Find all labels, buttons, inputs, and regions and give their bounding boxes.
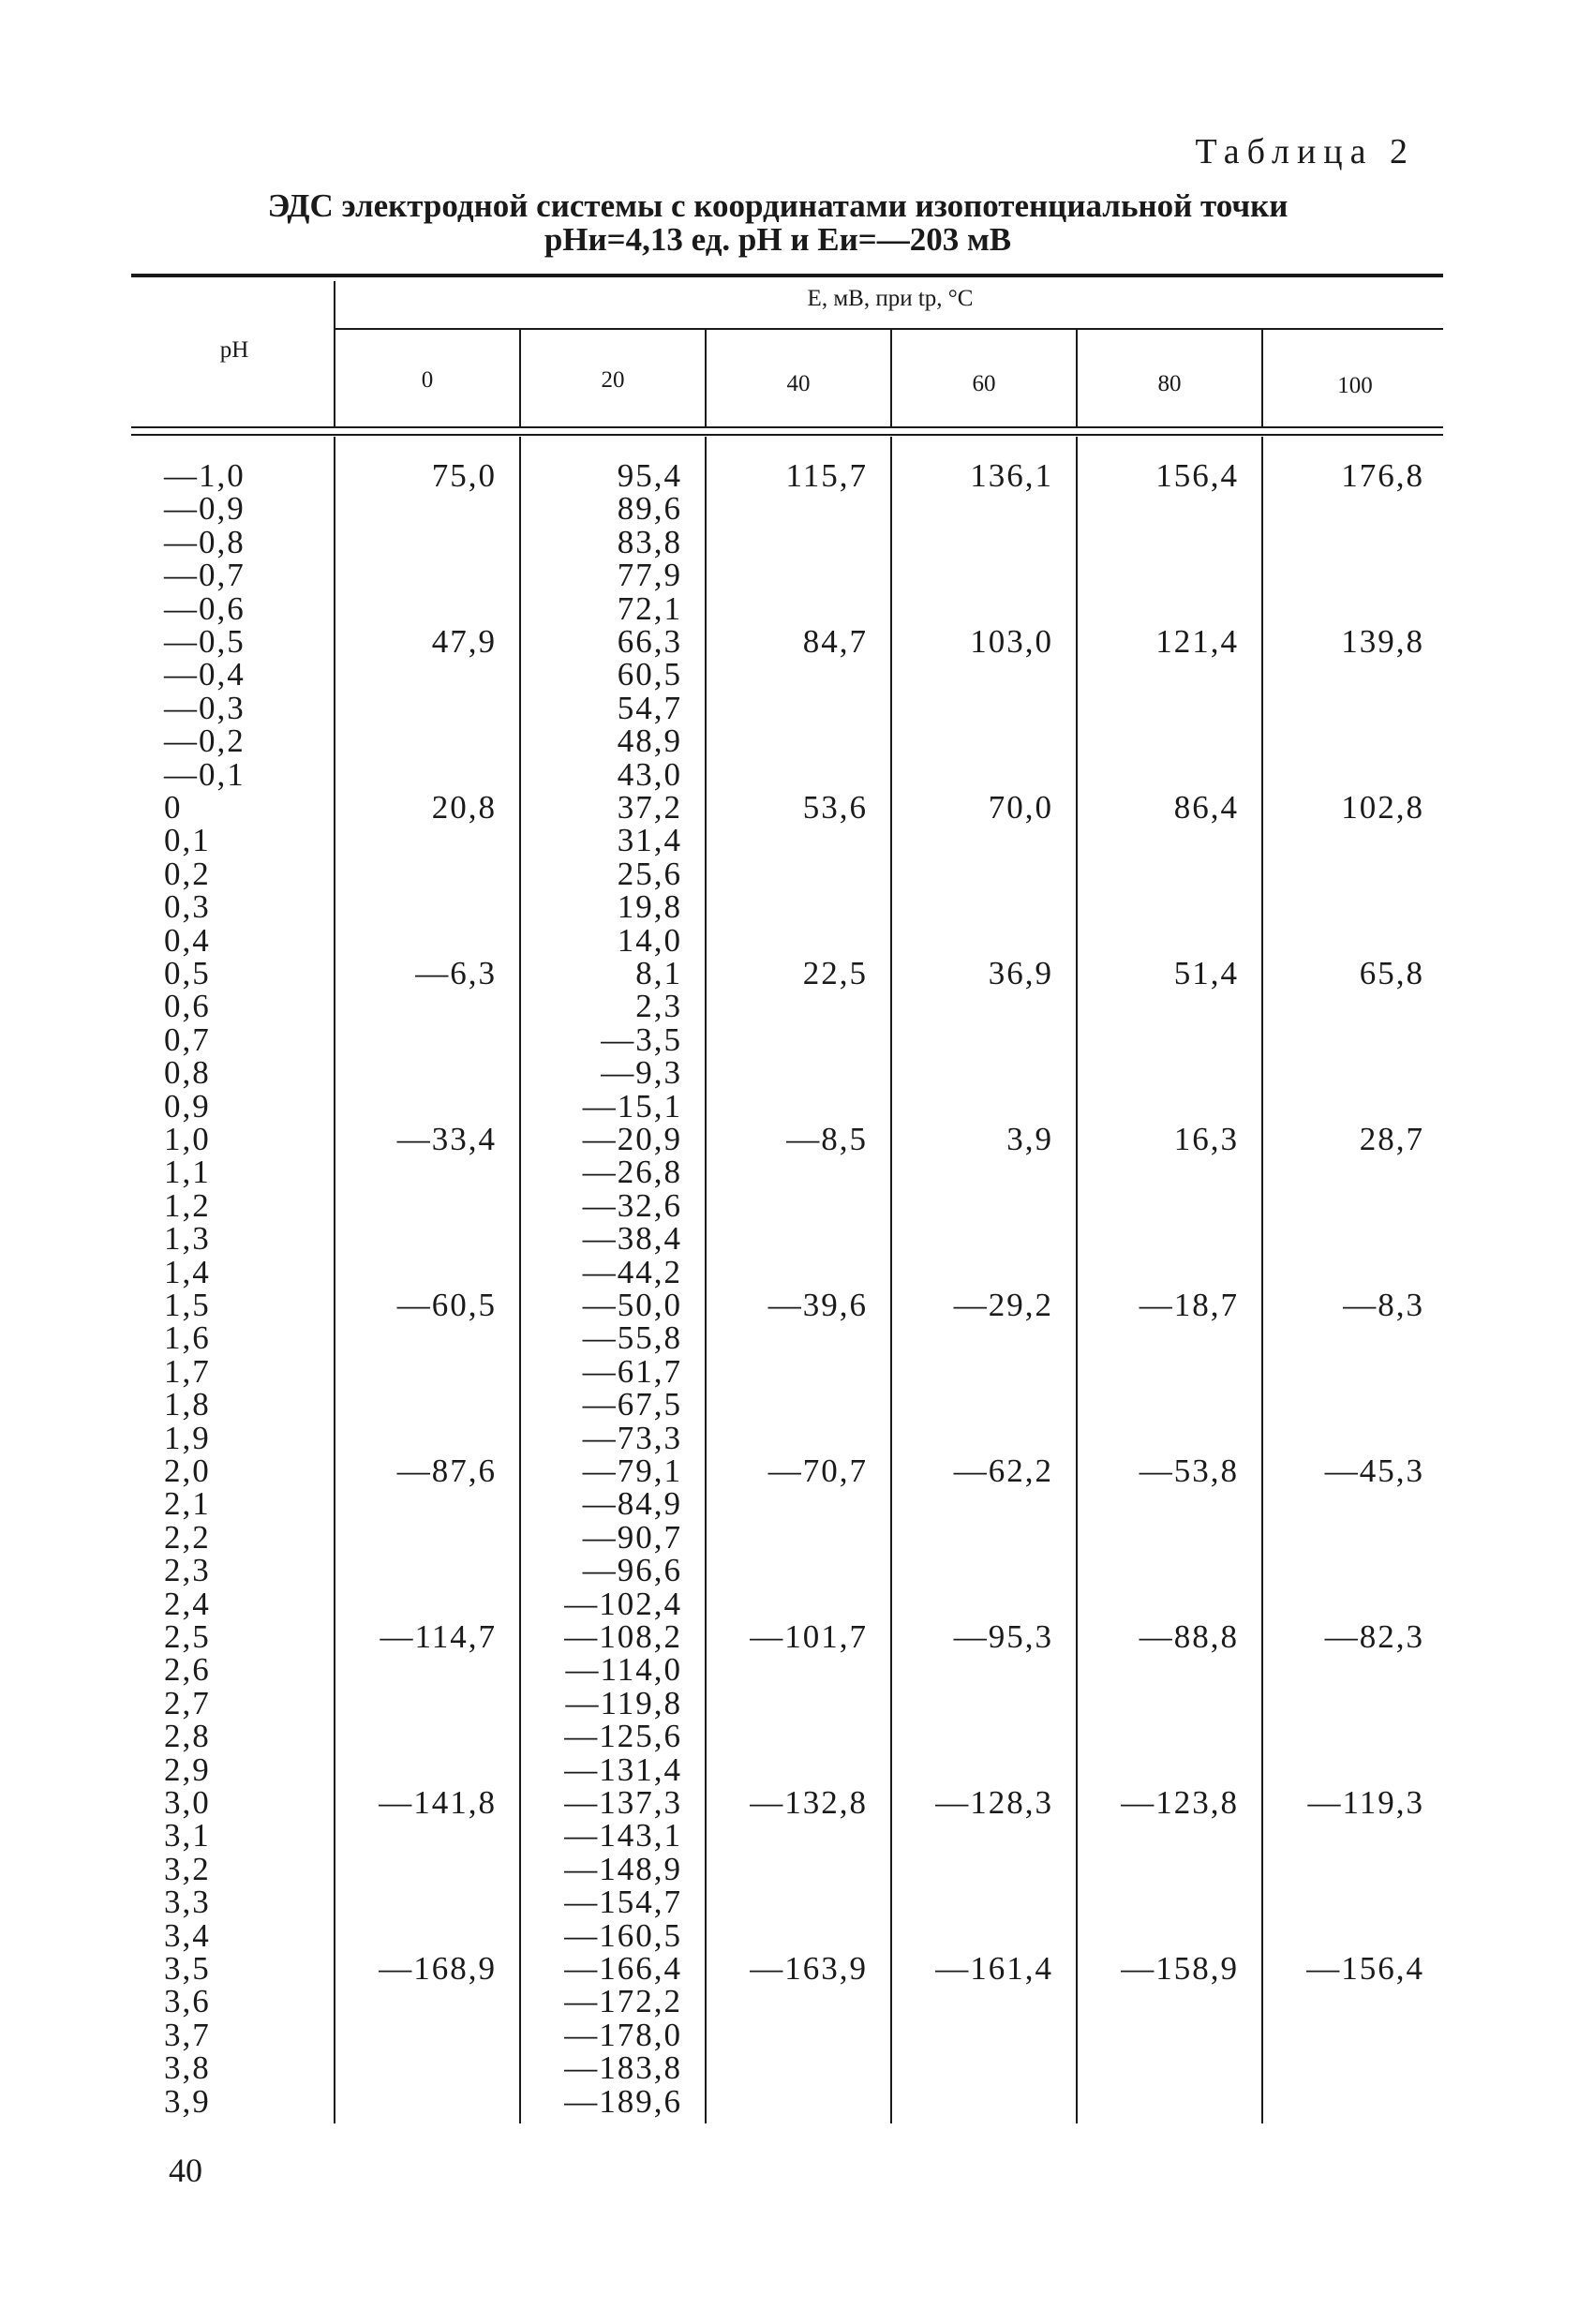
ph-cell: 1,5 [164,1287,211,1323]
emf-cell-60: 3,9 [1006,1121,1053,1157]
emf-cell-80: —158,9 [1121,1950,1239,1987]
ph-cell: —1,0 [164,457,246,494]
ph-cell: —0,4 [164,656,246,693]
emf-cell-0: —141,8 [379,1784,497,1821]
emf-cell-60: 36,9 [988,955,1053,991]
ph-cell: 0,2 [164,855,211,892]
ph-cell: 3,0 [164,1784,211,1821]
ph-cell: —0,5 [164,623,246,660]
temperature-header-100: 100 [1337,373,1373,398]
emf-cell-20: 89,6 [617,490,682,528]
emf-cell-40: —163,9 [750,1950,868,1987]
emf-cell-0: —114,7 [380,1618,497,1655]
emf-cell-0: 20,8 [431,789,497,826]
body-divider-ph [334,437,335,2123]
table-title-line-2: pHи=4,13 ед. pH и Eи=—203 мВ [544,221,1012,258]
emf-cell-20: —9,3 [601,1054,682,1092]
emf-cell-0: —60,5 [396,1287,497,1323]
emf-cell-40: —70,7 [767,1452,868,1489]
emf-cell-20: 95,4 [617,457,682,494]
ph-cell: 2,7 [164,1684,211,1721]
emf-cell-40: —101,7 [750,1618,868,1655]
ph-cell: 1,1 [164,1154,211,1191]
emf-cell-20: —189,6 [564,2082,682,2120]
ph-cell: 0,5 [164,955,211,991]
emf-cell-40: 53,6 [802,789,868,826]
ph-cell: 2,0 [164,1452,211,1489]
ph-cell: 2,4 [164,1585,211,1622]
emf-cell-20: —44,2 [582,1253,682,1290]
emf-cell-80: 121,4 [1155,623,1239,660]
header-bottom-rule-1 [131,426,1443,428]
emf-cell-20: —114,0 [565,1651,682,1689]
ph-cell: 3,3 [164,1884,211,1921]
emf-cell-20: 77,9 [617,557,682,594]
emf-cell-40: —132,8 [750,1784,868,1821]
ph-cell: —0,8 [164,523,246,560]
emf-cell-20: 66,3 [617,623,682,660]
emf-cell-0: —6,3 [415,955,497,991]
ph-cell: 1,2 [164,1186,211,1224]
emf-cell-60: —161,4 [935,1950,1053,1987]
emf-cell-20: —3,5 [601,1020,682,1058]
emf-cell-20: —96,6 [582,1552,682,1589]
emf-cell-40: 115,7 [785,457,868,494]
emf-cell-20: 48,9 [617,723,682,760]
emf-cell-100: 176,8 [1341,457,1424,494]
emf-cell-20: —148,9 [564,1850,682,1887]
emf-cell-0: 47,9 [431,623,497,660]
ph-cell: —0,6 [164,589,246,627]
emf-cell-20: —55,8 [582,1319,682,1357]
emf-cell-20: —143,1 [564,1817,682,1855]
emf-cell-0: —33,4 [396,1121,497,1157]
ph-cell: 0,9 [164,1087,211,1125]
emf-cell-20: 25,6 [617,855,682,892]
emf-cell-20: —183,8 [564,2049,682,2087]
emf-cell-20: 31,4 [617,822,682,859]
ph-cell: 1,6 [164,1319,211,1357]
emf-cell-60: —62,2 [953,1452,1053,1489]
ph-cell: 3,1 [164,1817,211,1855]
emf-cell-20: —20,9 [582,1121,682,1157]
group-header-rule [335,328,1443,330]
emf-cell-20: —119,8 [565,1684,682,1721]
body-divider-5 [1261,437,1263,2123]
ph-cell: —0,2 [164,723,246,760]
emf-cell-60: —128,3 [935,1784,1053,1821]
emf-cell-20: 72,1 [617,589,682,627]
emf-cell-100: —45,3 [1324,1452,1424,1489]
page-number: 40 [169,2152,202,2189]
table-title-line-1: ЭДС электродной системы с координатами изопотенциальной точки [267,187,1289,224]
header-divider-ph [334,281,335,426]
emf-cell-80: —18,7 [1139,1287,1239,1323]
emf-cell-80: —123,8 [1121,1784,1239,1821]
emf-cell-100: 102,8 [1341,789,1424,826]
ph-cell: 1,0 [164,1121,211,1157]
emf-cell-60: 136,1 [970,457,1053,494]
emf-cell-20: 2,3 [635,988,682,1025]
ph-cell: 1,3 [164,1220,211,1258]
temperature-header-80: 80 [1157,371,1182,396]
emf-cell-0: —168,9 [379,1950,497,1987]
emf-cell-80: 16,3 [1173,1121,1239,1157]
table-top-rule [131,274,1443,277]
emf-cell-20: 54,7 [617,689,682,726]
emf-cell-100: —156,4 [1306,1950,1424,1987]
ph-cell: 3,4 [164,1916,211,1954]
ph-cell: 3,6 [164,1983,211,2020]
emf-cell-20: —79,1 [582,1452,682,1489]
emf-cell-20: —166,4 [564,1950,682,1987]
ph-cell: 0,1 [164,822,211,859]
ph-cell: 0,4 [164,921,211,959]
emf-cell-100: 65,8 [1359,955,1424,991]
ph-cell: 3,9 [164,2082,211,2120]
ph-cell: 0 [164,789,183,826]
emf-cell-40: —39,6 [767,1287,868,1323]
ph-cell: 0,7 [164,1020,211,1058]
header-bottom-rule-2 [131,434,1443,436]
body-divider-4 [1076,437,1078,2123]
emf-cell-60: 70,0 [988,789,1053,826]
emf-cell-20: —125,6 [564,1718,682,1755]
emf-cell-20: —102,4 [564,1585,682,1622]
emf-cell-60: —29,2 [953,1287,1053,1323]
emf-cell-20: —84,9 [582,1485,682,1523]
emf-cell-20: 43,0 [617,755,682,793]
ph-cell: 1,9 [164,1419,211,1456]
emf-cell-100: —82,3 [1324,1618,1424,1655]
ph-cell: 0,3 [164,888,211,926]
emf-cell-20: —178,0 [564,2016,682,2053]
emf-cell-20: 8,1 [635,955,682,991]
temperature-header-20: 20 [601,367,625,393]
ph-cell: 2,2 [164,1518,211,1556]
ph-cell: 2,1 [164,1485,211,1523]
ph-cell: 2,5 [164,1618,211,1655]
ph-cell: 0,6 [164,988,211,1025]
emf-cell-20: 14,0 [617,921,682,959]
emf-cell-0: —87,6 [396,1452,497,1489]
emf-cell-0: 75,0 [431,457,497,494]
emf-cell-20: —172,2 [564,1983,682,2020]
emf-cell-40: 22,5 [802,955,868,991]
temperature-header-0: 0 [421,367,434,393]
body-divider-2 [705,437,707,2123]
emf-cell-20: —32,6 [582,1186,682,1224]
ph-cell: 3,7 [164,2016,211,2053]
ph-cell: 1,4 [164,1253,211,1290]
ph-cell: —0,9 [164,490,246,528]
emf-cell-20: 37,2 [617,789,682,826]
emf-cell-20: —137,3 [564,1784,682,1821]
emf-cell-20: —73,3 [582,1419,682,1456]
emf-cell-100: —8,3 [1343,1287,1424,1323]
emf-cell-20: —90,7 [582,1518,682,1556]
ph-cell: 1,8 [164,1386,211,1423]
ph-cell: 2,8 [164,1718,211,1755]
temperature-header-60: 60 [972,371,996,396]
emf-cell-20: 60,5 [617,656,682,693]
ph-cell: 2,3 [164,1552,211,1589]
emf-cell-20: 19,8 [617,888,682,926]
ph-cell: —0,7 [164,557,246,594]
emf-cell-100: 139,8 [1341,623,1424,660]
emf-cell-20: —61,7 [582,1352,682,1390]
emf-group-header: E, мВ, при tр, °C [807,286,974,311]
emf-cell-20: —50,0 [582,1287,682,1323]
emf-cell-80: 156,4 [1155,457,1239,494]
emf-cell-20: —26,8 [582,1154,682,1191]
emf-cell-20: 83,8 [617,523,682,560]
emf-cell-40: —8,5 [786,1121,868,1157]
emf-cell-20: —67,5 [582,1386,682,1423]
emf-cell-20: —131,4 [564,1750,682,1788]
ph-column-header: pH [219,337,249,363]
ph-cell: 3,5 [164,1950,211,1987]
ph-cell: 1,7 [164,1352,211,1390]
emf-cell-60: —95,3 [953,1618,1053,1655]
emf-cell-20: —15,1 [582,1087,682,1125]
ph-cell: —0,3 [164,689,246,726]
emf-cell-60: 103,0 [970,623,1053,660]
emf-cell-20: —154,7 [564,1884,682,1921]
ph-cell: 0,8 [164,1054,211,1092]
ph-cell: —0,1 [164,755,246,793]
emf-cell-80: —88,8 [1139,1618,1239,1655]
emf-cell-20: —108,2 [564,1618,682,1655]
ph-cell: 2,9 [164,1750,211,1788]
emf-cell-80: —53,8 [1139,1452,1239,1489]
temperature-header-40: 40 [786,371,811,396]
emf-cell-20: —160,5 [564,1916,682,1954]
ph-cell: 3,8 [164,2049,211,2087]
emf-cell-40: 84,7 [802,623,868,660]
emf-cell-100: —119,3 [1307,1784,1424,1821]
body-divider-3 [890,437,892,2123]
emf-cell-80: 51,4 [1173,955,1239,991]
emf-cell-100: 28,7 [1359,1121,1424,1157]
ph-cell: 3,2 [164,1850,211,1887]
emf-cell-20: —38,4 [582,1220,682,1258]
table-label: Таблица 2 [1195,132,1415,171]
ph-cell: 2,6 [164,1651,211,1689]
emf-cell-80: 86,4 [1173,789,1239,826]
